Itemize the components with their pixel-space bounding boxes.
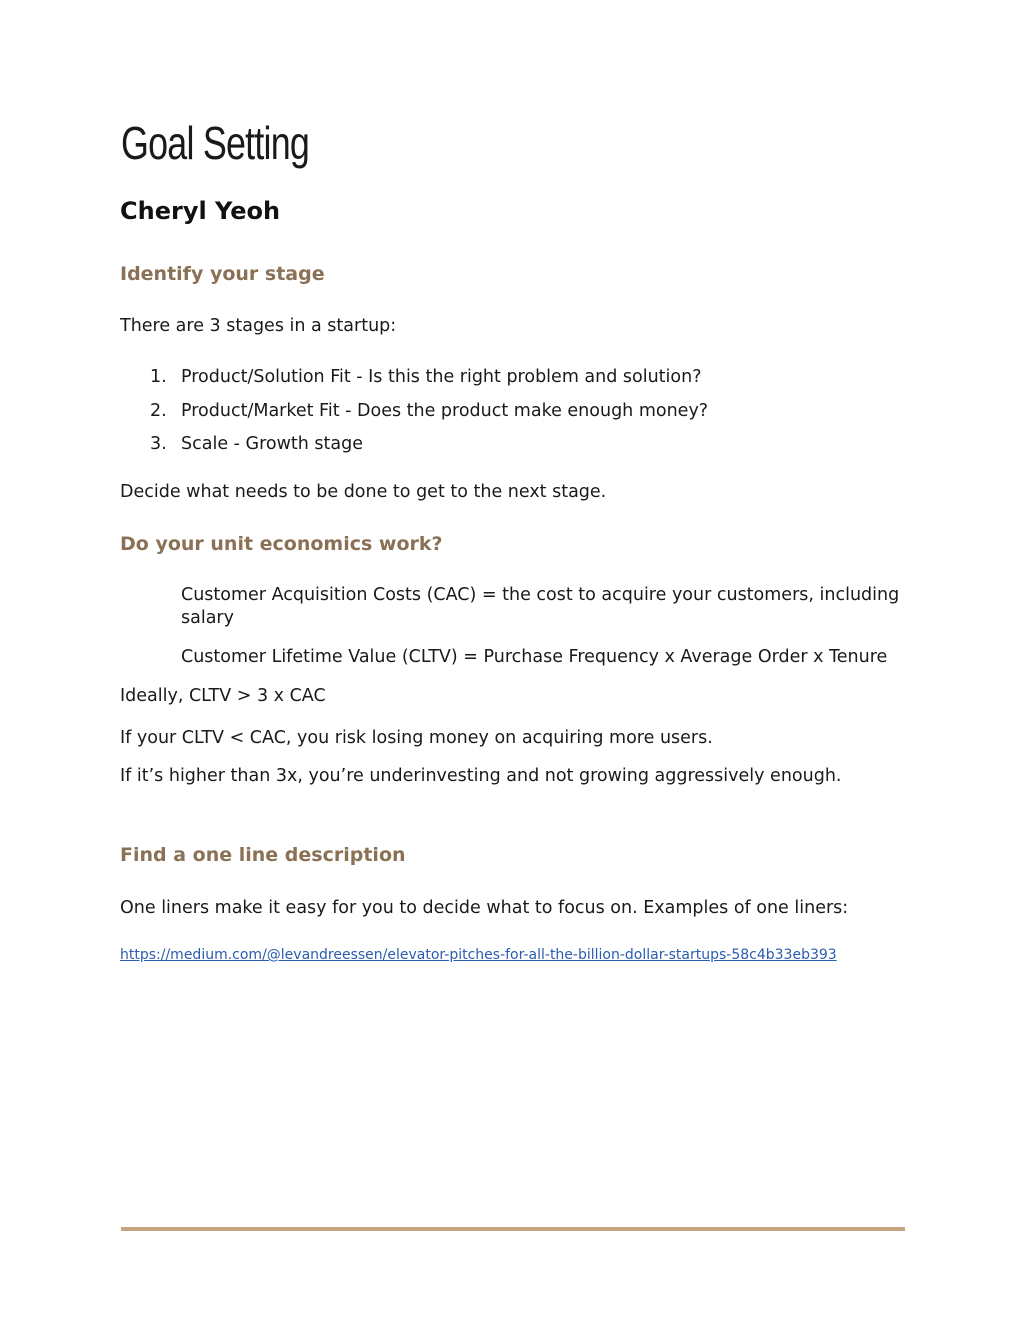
description-text: One liners make it easy for you to decide what to focus on. Examples of one liners: <box>120 898 849 918</box>
section-heading-description: Find a one line description <box>120 844 406 866</box>
list-item <box>150 366 708 400</box>
cltv-definition: Customer Lifetime Value (CLTV) = Purchase Frequency x Average Order x Tenure <box>181 647 888 667</box>
cac-definition: Customer Acquisition Costs (CAC) = the cost to acquire your customers, including salary <box>181 585 900 628</box>
document-title: Goal Setting <box>121 117 310 169</box>
author-name: Cheryl Yeoh <box>120 197 281 225</box>
list-item-number: 1. <box>150 367 167 387</box>
stage-intro: There are 3 stages in a startup: <box>120 316 397 336</box>
list-item-text: Product/Market Fit - Does the product make enough money? <box>181 400 709 421</box>
stage-list <box>150 366 708 467</box>
stage-outro: Decide what needs to be done to get to the next stage. <box>120 482 607 502</box>
ideal-ratio: Ideally, CLTV > 3 x CAC <box>120 686 326 706</box>
underinvesting-note: If it’s higher than 3x, you’re underinvesting and not growing aggressively enough. <box>120 766 842 786</box>
section-heading-economics: Do your unit economics work? <box>120 533 443 555</box>
risk-note: If your CLTV < CAC, you risk losing money on acquiring more users. <box>120 728 713 748</box>
section-heading-stage: Identify your stage <box>120 263 325 285</box>
list-item-text: Product/Solution Fit - Is this the right problem and solution? <box>181 367 702 387</box>
list-item-text: Scale - Growth stage <box>181 434 364 454</box>
footer-divider <box>121 1227 905 1231</box>
elevator-pitches-link[interactable]: https://medium.com/@levandreessen/elevator-pitches-for-all-the-billion-dollar-startups-58c4b33eb393 <box>120 947 837 963</box>
list-item-number: 2. <box>150 400 167 421</box>
list-item-number: 3. <box>150 434 167 454</box>
list-item <box>150 433 708 467</box>
list-item <box>150 400 708 434</box>
